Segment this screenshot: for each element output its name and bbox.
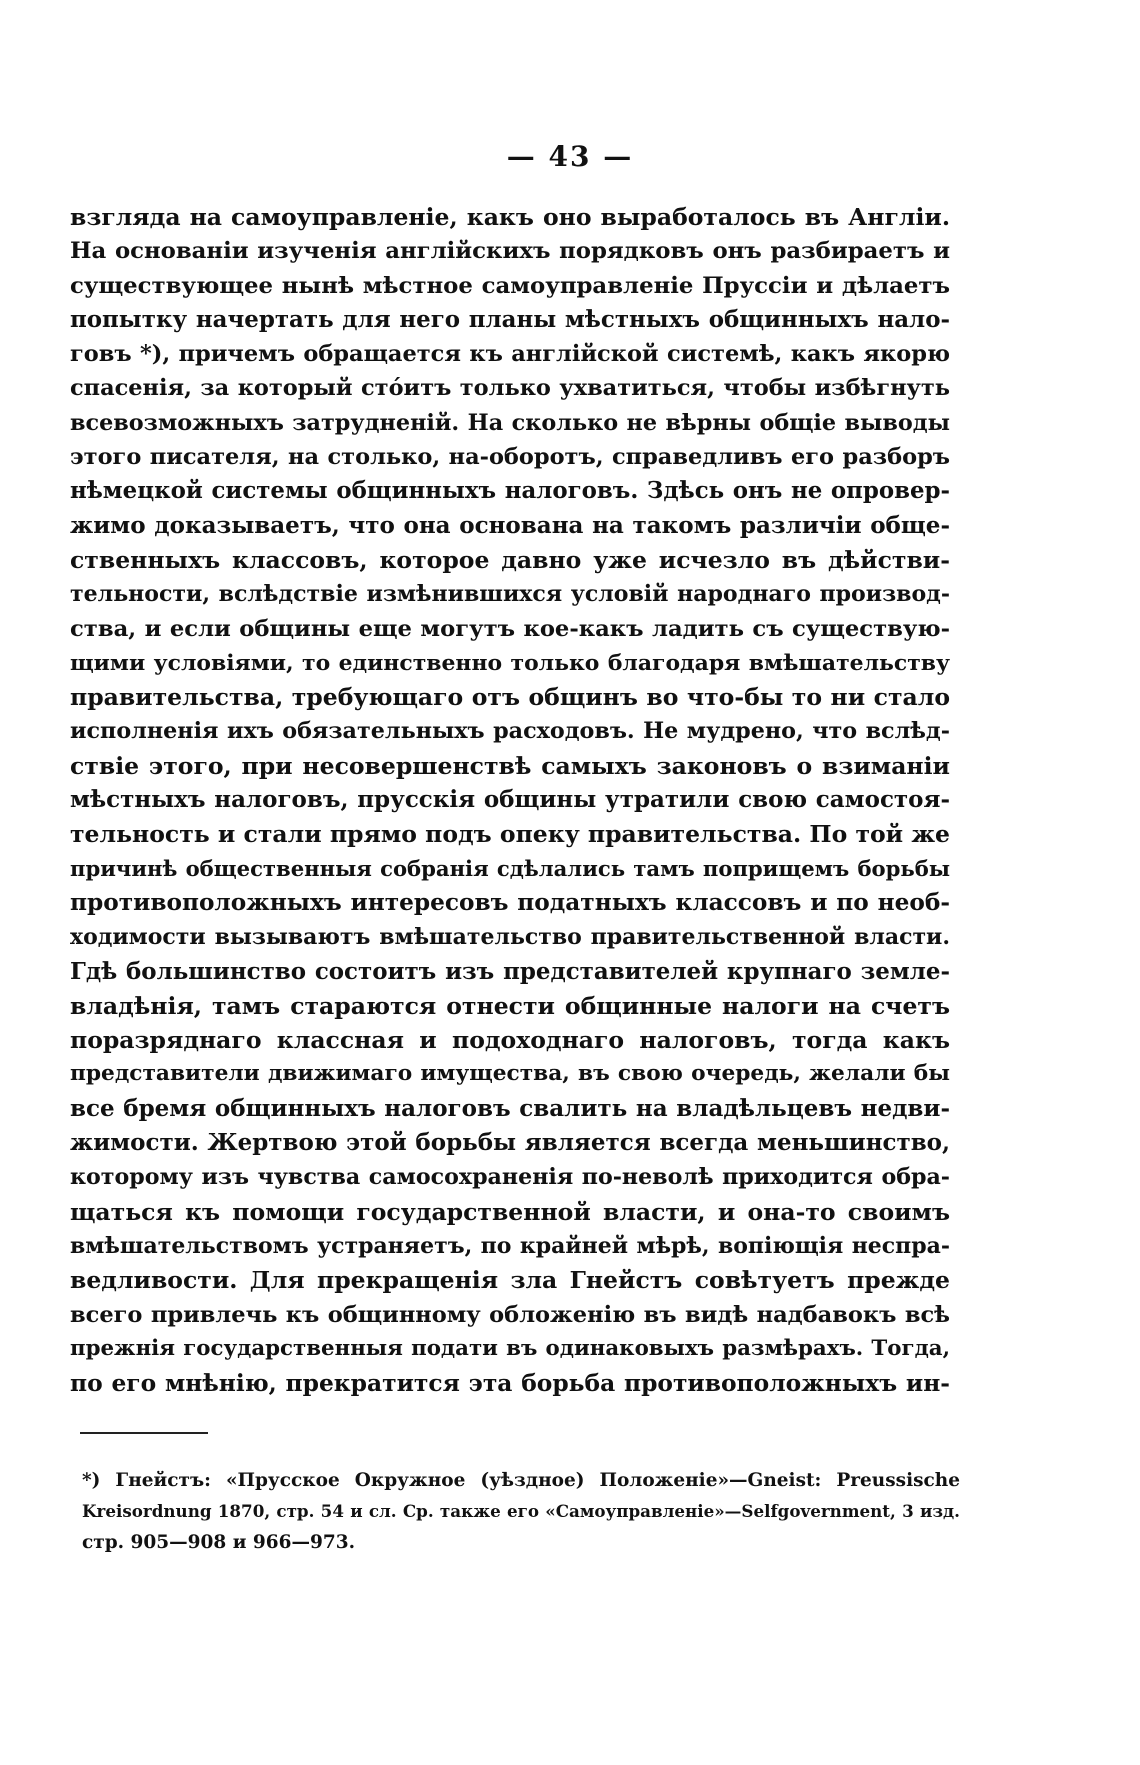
text-line: попытку начертать для него планы мѣстныхъ общинныхъ нало- xyxy=(70,305,950,333)
text-line: которому изъ чувства самосохраненія по-неволѣ приходится обра- xyxy=(70,1164,950,1191)
text-line: поразряднаго классная и подоходнаго налоговъ, тогда какъ xyxy=(70,1026,950,1055)
text-line: мѣстныхъ налоговъ, прусскія общины утратили свою самостоя- xyxy=(70,786,950,814)
text-line: тельность и стали прямо подъ опеку правительства. По той же xyxy=(70,820,950,849)
text-line: ствіе этого, при несовершенствѣ самыхъ законовъ о взиманіи xyxy=(70,751,950,780)
text-line: нѣмецкой системы общинныхъ налоговъ. Здѣсь онъ не опровер- xyxy=(70,478,950,505)
text-line: взгляда на самоуправленіе, какъ оно выработалось въ Англіи. xyxy=(70,203,950,231)
text-line: владѣнія, тамъ стараются отнести общинные налоги на счетъ xyxy=(70,991,950,1020)
text-line: прежнія государственныя подати въ одинаковыхъ размѣрахъ. Тогда, xyxy=(70,1335,950,1361)
text-line: по его мнѣнію, прекратится эта борьба противоположныхъ ин- xyxy=(70,1369,950,1398)
footnote-line: Kreisordnung 1870, стр. 54 и сл. Ср. также его «Самоуправленіе»—Selfgovernment, 3 изд. xyxy=(82,1501,960,1521)
text-line: исполненія ихъ обязательныхъ расходовъ. Не мудрено, что вслѣд- xyxy=(70,718,950,745)
footnote-divider xyxy=(80,1432,208,1434)
text-line: вмѣшательствомъ устраняетъ, по крайней мѣрѣ, вопіющія неспра- xyxy=(70,1232,950,1259)
body-text xyxy=(70,200,950,1400)
text-line: правительства, требующаго отъ общинъ во что-бы то ни стало xyxy=(70,683,950,712)
text-line: этого писателя, на столько, на-оборотъ, справедливъ его разборъ xyxy=(70,444,950,471)
text-line: спасенія, за который стóитъ только ухватиться, чтобы избѣгнуть xyxy=(70,375,950,402)
page-number: — 43 — xyxy=(506,140,634,173)
text-line: причинѣ общественныя собранія сдѣлались тамъ поприщемъ борьбы xyxy=(70,855,950,881)
footnotes xyxy=(82,1465,960,1558)
footnote-line: *) Гнейстъ: «Прусское Окружное (уѣздное) Положеніе»—Gneist: Preussische xyxy=(82,1470,960,1491)
text-line: ства, и если общины еще могутъ кое-какъ ладить съ существую- xyxy=(70,615,950,642)
text-line: говъ *), причемъ обращается къ англійской системѣ, какъ якорю xyxy=(70,341,950,368)
text-line: ведливости. Для прекращенія зла Гнейстъ совѣтуетъ прежде xyxy=(70,1266,950,1295)
text-line: противоположныхъ интересовъ податныхъ классовъ и по необ- xyxy=(70,888,950,916)
text-line: всего привлечь къ общинному обложенію въ видѣ надбавокъ всѣ xyxy=(70,1301,950,1328)
text-line: ственныхъ классовъ, которое давно уже исчезло въ дѣйстви- xyxy=(70,545,950,574)
text-line: жимо доказываетъ, что она основана на такомъ различіи обще- xyxy=(70,511,950,539)
text-line: щими условіями, то единственно только благодаря вмѣшательству xyxy=(70,649,950,676)
text-line: Гдѣ большинство состоитъ изъ представителей крупнаго земле- xyxy=(70,957,950,985)
text-line: ходимости вызываютъ вмѣшательство правительственной власти. xyxy=(70,924,950,951)
text-line: На основаніи изученія англійскихъ порядковъ онъ разбираетъ и xyxy=(70,238,950,265)
text-line: тельности, вслѣдствіе измѣнившихся условій народнаго производ- xyxy=(70,581,950,608)
text-line: щаться къ помощи государственной власти, и она-то своимъ xyxy=(70,1197,950,1226)
text-line: представители движимаго имущества, въ свою очередь, желали бы xyxy=(70,1061,950,1087)
text-line: все бремя общинныхъ налоговъ свалить на владѣльцевъ недви- xyxy=(70,1094,950,1122)
text-line: всевозможныхъ затрудненій. На сколько не вѣрны общіе выводы xyxy=(70,409,950,436)
text-line: жимости. Жертвою этой борьбы является всегда меньшинство, xyxy=(70,1129,950,1157)
footnote-line: стр. 905—908 и 966—973. xyxy=(82,1532,356,1553)
text-line: существующее нынѣ мѣстное самоуправленіе Пруссіи и дѣлаетъ xyxy=(70,272,950,299)
